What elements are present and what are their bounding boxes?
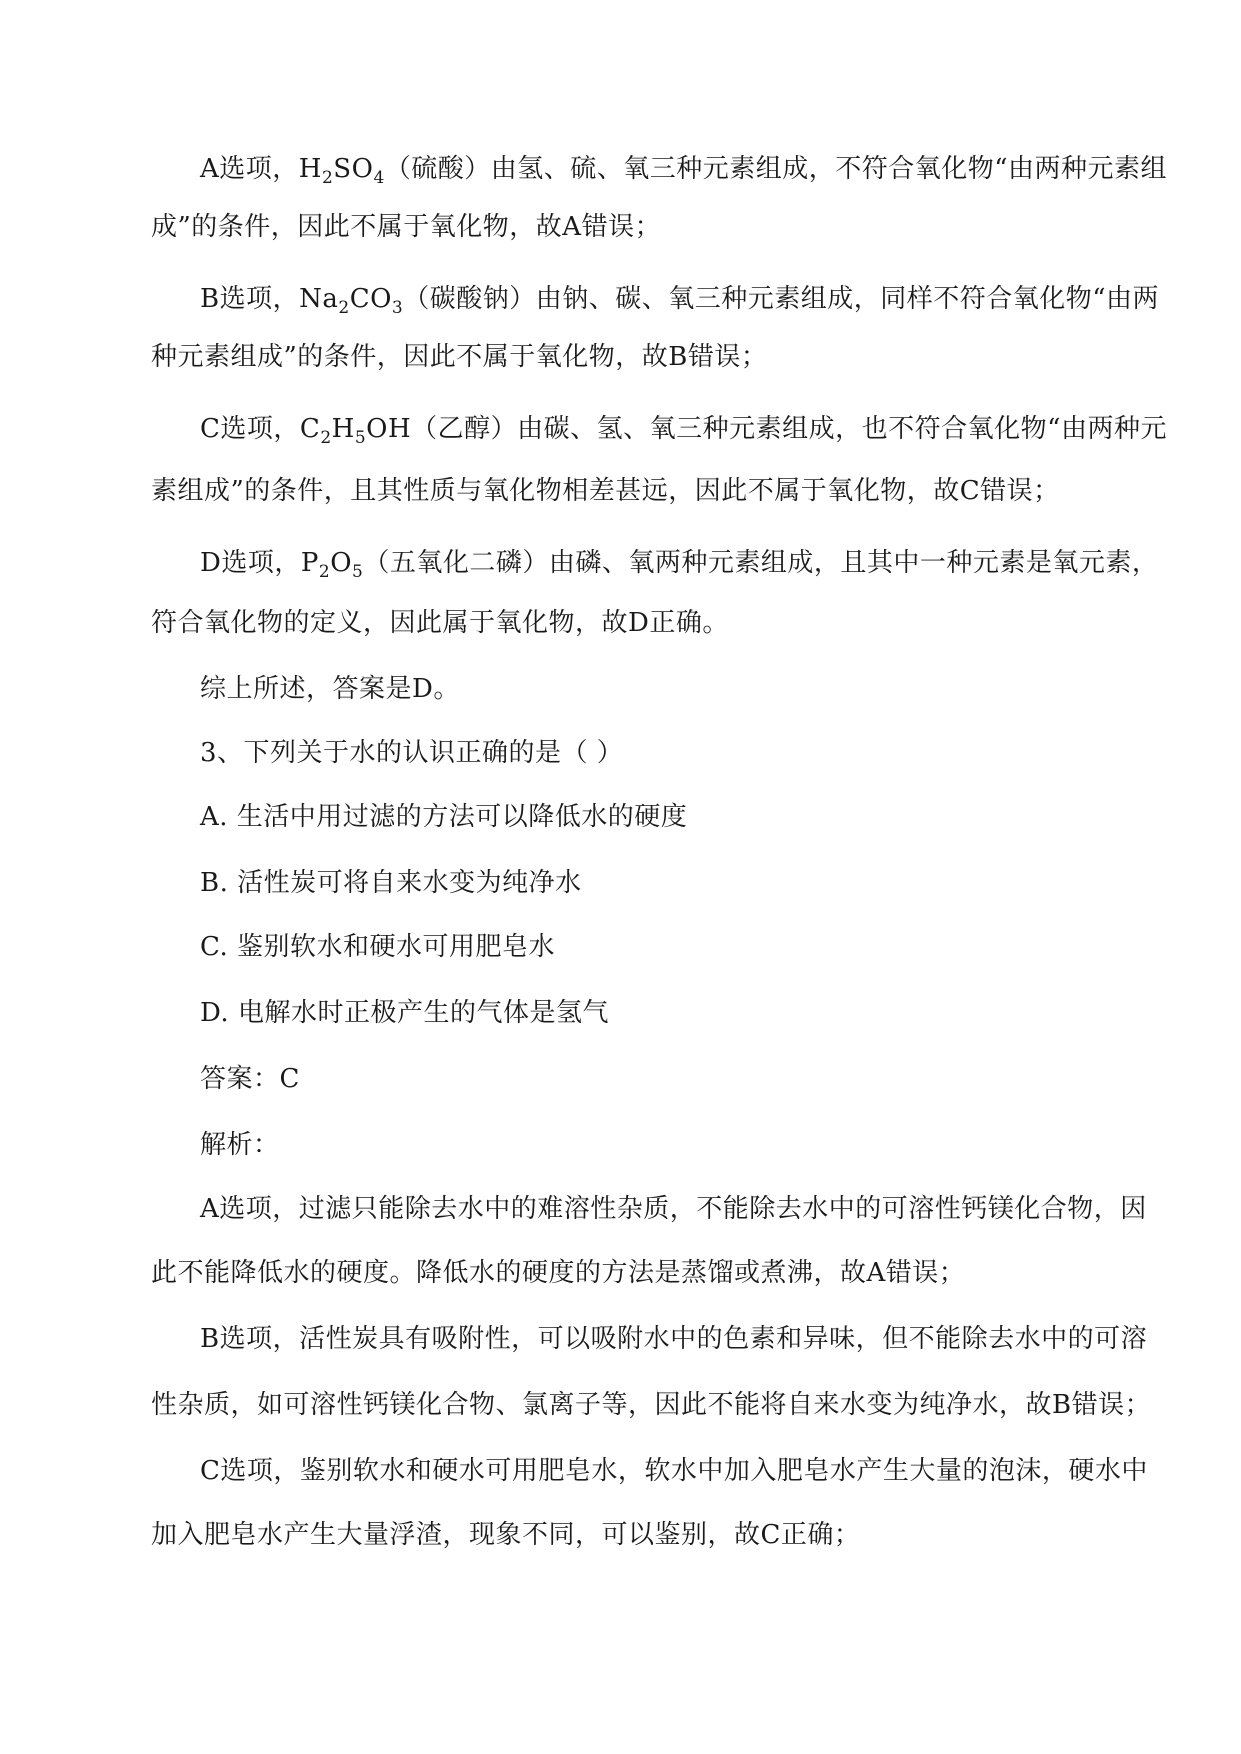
explanation-line: 加入肥皂水产生大量浮渣，现象不同，可以鉴别，故C正确； [151, 1520, 861, 1550]
explanation-line: B选项，活性炭具有吸附性，可以吸附水中的色素和异味，但不能除去水中的可溶 [200, 1324, 1148, 1354]
text: A选项， [200, 154, 299, 184]
analysis-label: 解析： [200, 1130, 280, 1160]
explanation-line: 此不能降低水的硬度。降低水的硬度的方法是蒸馏或煮沸，故A错误； [151, 1258, 966, 1288]
paragraph-line: 素组成”的条件，且其性质与氧化物相差甚远，因此不属于氧化物，故C错误； [151, 476, 1060, 506]
text: （五氧化二磷）由磷、氧两种元素组成，且其中一种元素是氧元素， [363, 548, 1159, 578]
chemical-formula: $H_2SO_4$ [298, 154, 385, 188]
text: （乙醇）由碳、氢、氧三种元素组成，也不符合氧化物“由两种元 [411, 414, 1167, 444]
option-a: A. 生活中用过滤的方法可以降低水的硬度 [200, 802, 688, 832]
explanation-line: A选项，过滤只能除去水中的难溶性杂质，不能除去水中的可溶性钙镁化合物，因 [200, 1194, 1147, 1224]
option-d: D. 电解水时正极产生的气体是氢气 [200, 998, 609, 1028]
paragraph-line [200, 546, 1158, 580]
chemical-formula: $P_2O_5$ [300, 548, 364, 582]
text: C选项， [200, 414, 300, 444]
answer-line: 答案：C [200, 1064, 300, 1094]
paragraph-line: 种元素组成”的条件，因此不属于氧化物，故B错误； [151, 342, 768, 372]
explanation-line: 性杂质，如可溶性钙镁化合物、氯离子等，因此不能将自来水变为纯净水，故B错误； [151, 1390, 1152, 1420]
paragraph-line: 成”的条件，因此不属于氧化物，故A错误； [151, 212, 662, 242]
option-c: C. 鉴别软水和硬水可用肥皂水 [200, 932, 555, 962]
paragraph-line [200, 152, 1167, 186]
summary-line: 综上所述，答案是D。 [200, 674, 460, 704]
explanation-line: C选项，鉴别软水和硬水可用肥皂水，软水中加入肥皂水产生大量的泡沫，硬水中 [200, 1456, 1148, 1486]
text: （硫酸）由氢、硫、氧三种元素组成，不符合氧化物“由两种元素组 [384, 154, 1168, 184]
option-b: B. 活性炭可将自来水变为纯净水 [200, 868, 582, 898]
chemical-formula: $C_2H_5OH$ [299, 414, 412, 448]
text: （碳酸钠）由钠、碳、氧三种元素组成，同样不符合氧化物“由两 [403, 284, 1160, 314]
question-stem: 3、下列关于水的认识正确的是（ ） [200, 738, 624, 768]
text: B选项， [200, 284, 300, 314]
chemical-formula: $Na_2CO_3$ [299, 284, 404, 318]
text: D选项， [200, 548, 301, 578]
paragraph-line: 符合氧化物的定义，因此属于氧化物，故D正确。 [151, 608, 729, 638]
paragraph-line [200, 412, 1167, 446]
paragraph-line [200, 282, 1159, 316]
